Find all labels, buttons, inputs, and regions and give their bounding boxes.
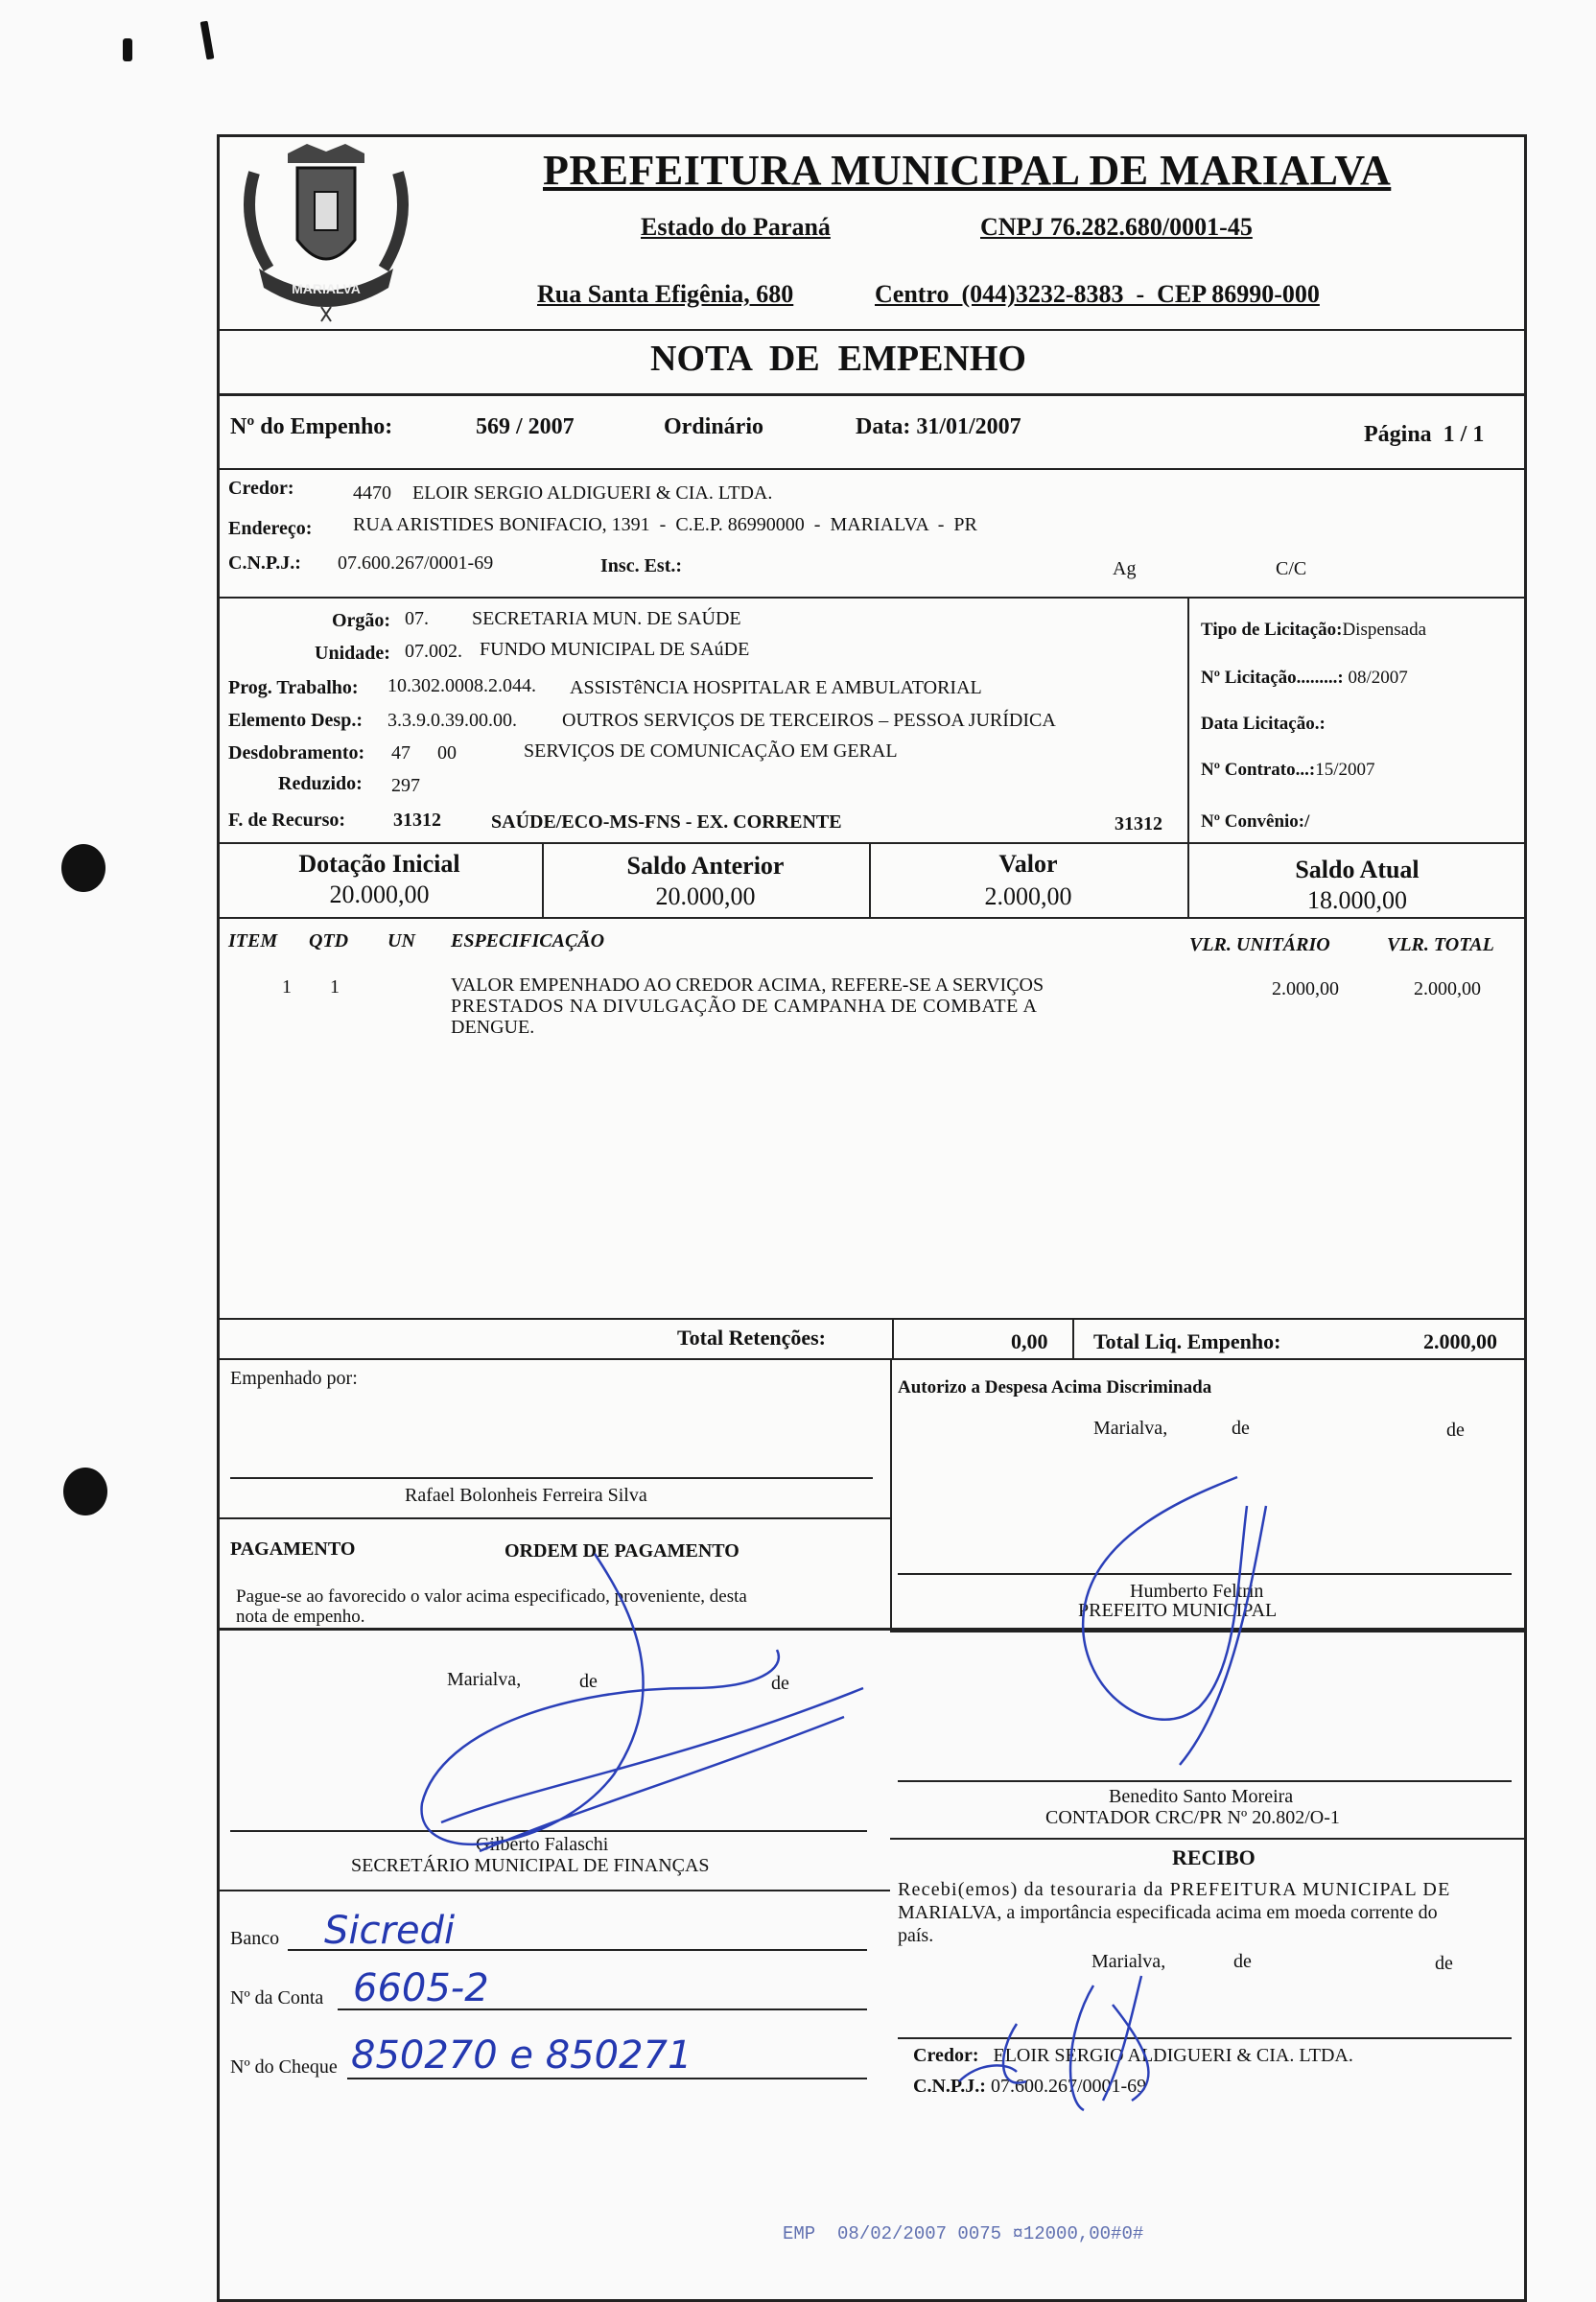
orgao-code: 07. xyxy=(405,608,429,629)
recibo-text-line: país. xyxy=(898,1925,934,1946)
pagamento-de-1: de xyxy=(579,1671,598,1692)
fonte-recurso-code-2: 31312 xyxy=(1115,813,1162,834)
item-number: 1 xyxy=(282,976,292,998)
col-vlr-unitario: VLR. UNITÁRIO xyxy=(1189,934,1330,955)
total-liquido-label: Total Liq. Empenho: xyxy=(1093,1329,1281,1353)
insc-est-label: Insc. Est.: xyxy=(600,555,683,576)
header-address: Rua Santa Efigênia, 680 xyxy=(537,280,794,308)
tipo-licitacao-label: Tipo de Licitação: xyxy=(1201,620,1343,640)
recibo-credor-name: ELOIR SERGIO ALDIGUERI & CIA. LTDA. xyxy=(993,2045,1353,2066)
fonte-recurso-label: F. de Recurso: xyxy=(228,810,346,831)
banco-value[interactable]: Sicredi xyxy=(324,1909,456,1953)
unidade-name: FUNDO MUNICIPAL DE SAúDE xyxy=(480,639,750,660)
elemento-label: Elemento Desp.: xyxy=(228,710,363,731)
fonte-recurso-code: 31312 xyxy=(393,810,441,831)
prefeito-name: Humberto Feltrin xyxy=(1130,1581,1264,1602)
elemento-name: OUTROS SERVIÇOS DE TERCEIROS – PESSOA JURÍDICA xyxy=(562,710,1056,731)
contador-title: CONTADOR CRC/PR Nº 20.802/O-1 xyxy=(1045,1807,1340,1828)
pagamento-text-line: Pague-se ao favorecido o valor acima especificado, proveniente, desta xyxy=(236,1586,747,1607)
credor-address: RUA ARISTIDES BONIFACIO, 1391 - C.E.P. 86990000 - MARIALVA - PR xyxy=(353,514,977,535)
unidade-code: 07.002. xyxy=(405,641,462,662)
recibo-de-1: de xyxy=(1233,1951,1252,1972)
desdobramento-label: Desdobramento: xyxy=(228,742,365,763)
empenhado-por-name: Rafael Bolonheis Ferreira Silva xyxy=(405,1485,647,1506)
item-description-line: DENGUE. xyxy=(451,1017,535,1038)
conta-value[interactable]: 6605-2 xyxy=(353,1966,489,2010)
recibo-cnpj-label: C.N.P.J.: xyxy=(913,2076,986,2097)
valor-label: Valor xyxy=(998,850,1058,878)
dotacao-inicial-value: 20.000,00 xyxy=(329,881,430,908)
empenho-number-label: Nº do Empenho: xyxy=(230,414,393,439)
col-qtd: QTD xyxy=(309,930,349,951)
saldo-anterior-value: 20.000,00 xyxy=(655,882,756,910)
conta-label: Nº da Conta xyxy=(230,1987,324,2008)
ag-label: Ag xyxy=(1113,558,1137,579)
desdobramento-sub: 00 xyxy=(437,742,457,763)
credor-address-label: Endereço: xyxy=(228,518,313,539)
pagamento-text-line: nota de empenho. xyxy=(236,1607,365,1627)
col-un: UN xyxy=(387,930,415,951)
autorizo-de-2: de xyxy=(1446,1420,1465,1441)
saldo-anterior-label: Saldo Anterior xyxy=(626,852,785,880)
col-item: ITEM xyxy=(228,930,278,951)
pagamento-de-2: de xyxy=(771,1673,789,1694)
cc-label: C/C xyxy=(1276,558,1307,579)
reduzido-label: Reduzido: xyxy=(278,773,363,794)
ordem-pagamento-label: ORDEM DE PAGAMENTO xyxy=(505,1540,739,1562)
banco-label: Banco xyxy=(230,1928,280,1949)
col-especificacao: ESPECIFICAÇÃO xyxy=(451,930,605,951)
autorizo-city: Marialva, xyxy=(1093,1418,1168,1439)
item-description-line: PRESTADOS NA DIVULGAÇÃO DE CAMPANHA DE COMBATE A xyxy=(451,996,1038,1017)
header-state: Estado do Paraná xyxy=(641,213,831,241)
page-number: Página 1 / 1 xyxy=(1364,422,1485,447)
credor-code: 4470 xyxy=(353,482,391,504)
pagamento-city: Marialva, xyxy=(447,1669,522,1690)
col-vlr-total: VLR. TOTAL xyxy=(1387,934,1494,955)
recibo-text-line: MARIALVA, a importância especificada acima em moeda corrente do xyxy=(898,1902,1438,1923)
empenho-number: 569 / 2007 xyxy=(476,414,575,439)
desdobramento-code: 47 xyxy=(391,742,411,763)
credor-label: Credor: xyxy=(228,478,294,499)
orgao-name: SECRETARIA MUN. DE SAÚDE xyxy=(472,608,741,629)
pagamento-label: PAGAMENTO xyxy=(230,1539,356,1560)
convenio-label: Nº Convênio:/ xyxy=(1201,811,1310,832)
reduzido-value: 297 xyxy=(391,775,420,796)
prog-trabalho-code: 10.302.0008.2.044. xyxy=(387,675,536,696)
item-qtd: 1 xyxy=(330,976,340,998)
prog-trabalho-label: Prog. Trabalho: xyxy=(228,677,359,698)
prog-trabalho-name: ASSISTêNCIA HOSPITALAR E AMBULATORIAL xyxy=(570,677,982,698)
total-retencoes-value: 0,00 xyxy=(1011,1329,1048,1353)
secretario-title: SECRETÁRIO MUNICIPAL DE FINANÇAS xyxy=(351,1855,710,1876)
empenhado-por-label: Empenhado por: xyxy=(230,1368,358,1389)
recibo-text-line: Recebi(emos) da tesouraria da PREFEITURA MUNICIPAL DE xyxy=(898,1879,1451,1900)
autorizo-de-1: de xyxy=(1232,1418,1250,1439)
elemento-code: 3.3.9.0.39.00.00. xyxy=(387,710,517,731)
numero-licitacao-label: Nº Licitação.........: xyxy=(1201,668,1344,688)
recibo-title: RECIBO xyxy=(1172,1845,1256,1869)
fonte-recurso-name: SAÚDE/ECO-MS-FNS - EX. CORRENTE xyxy=(491,811,842,833)
item-total-value: 2.000,00 xyxy=(1414,978,1481,999)
credor-name: ELOIR SERGIO ALDIGUERI & CIA. LTDA. xyxy=(412,482,773,504)
recibo-de-2: de xyxy=(1435,1953,1453,1974)
desdobramento-name: SERVIÇOS DE COMUNICAÇÃO EM GERAL xyxy=(524,740,898,762)
numero-licitacao-value: 08/2007 xyxy=(1348,668,1408,688)
recibo-credor-label: Credor: xyxy=(913,2045,979,2066)
empenho-date: Data: 31/01/2007 xyxy=(856,414,1021,439)
unidade-label: Unidade: xyxy=(315,643,390,664)
contador-name: Benedito Santo Moreira xyxy=(1109,1786,1294,1807)
valor-value: 2.000,00 xyxy=(984,882,1072,910)
processing-stamp: EMP 08/02/2007 0075 ¤12000,00#0# xyxy=(783,2223,1144,2244)
document-title: NOTA DE EMPENHO xyxy=(650,339,1026,379)
cheque-value[interactable]: 850270 e 850271 xyxy=(351,2033,692,2078)
saldo-atual-value: 18.000,00 xyxy=(1307,886,1407,914)
saldo-atual-label: Saldo Atual xyxy=(1295,856,1420,883)
orgao-label: Orgão: xyxy=(332,610,391,631)
credor-cnpj: 07.600.267/0001-69 xyxy=(338,552,494,574)
header-cnpj: CNPJ 76.282.680/0001-45 xyxy=(980,213,1253,241)
item-unit-value: 2.000,00 xyxy=(1272,978,1339,999)
contrato-value: 15/2007 xyxy=(1315,760,1375,780)
data-licitacao-label: Data Licitação.: xyxy=(1201,714,1326,734)
credor-cnpj-label: C.N.P.J.: xyxy=(228,552,301,574)
total-liquido-value: 2.000,00 xyxy=(1423,1329,1497,1353)
recibo-cnpj-value: 07.600.267/0001-69 xyxy=(990,2076,1147,2097)
secretario-name: Gilberto Falaschi xyxy=(476,1834,609,1855)
total-retencoes-label: Total Retenções: xyxy=(677,1326,826,1350)
cheque-label: Nº do Cheque xyxy=(230,2056,338,2078)
autorizo-label: Autorizo a Despesa Acima Discriminada xyxy=(898,1377,1212,1398)
header-title: PREFEITURA MUNICIPAL DE MARIALVA xyxy=(543,147,1392,194)
contrato-label: Nº Contrato...: xyxy=(1201,760,1316,780)
prefeito-title: PREFEITO MUNICIPAL xyxy=(1078,1600,1278,1621)
header-contact: Centro (044)3232-8383 - CEP 86990-000 xyxy=(875,280,1320,308)
tipo-licitacao-value: Dispensada xyxy=(1342,620,1427,640)
empenho-type: Ordinário xyxy=(664,414,764,439)
svg-text:MARIALVA: MARIALVA xyxy=(292,281,361,296)
item-description-line: VALOR EMPENHADO AO CREDOR ACIMA, REFERE-SE A SERVIÇOS xyxy=(451,975,1044,996)
dotacao-inicial-label: Dotação Inicial xyxy=(298,850,460,878)
recibo-city: Marialva, xyxy=(1091,1951,1166,1972)
